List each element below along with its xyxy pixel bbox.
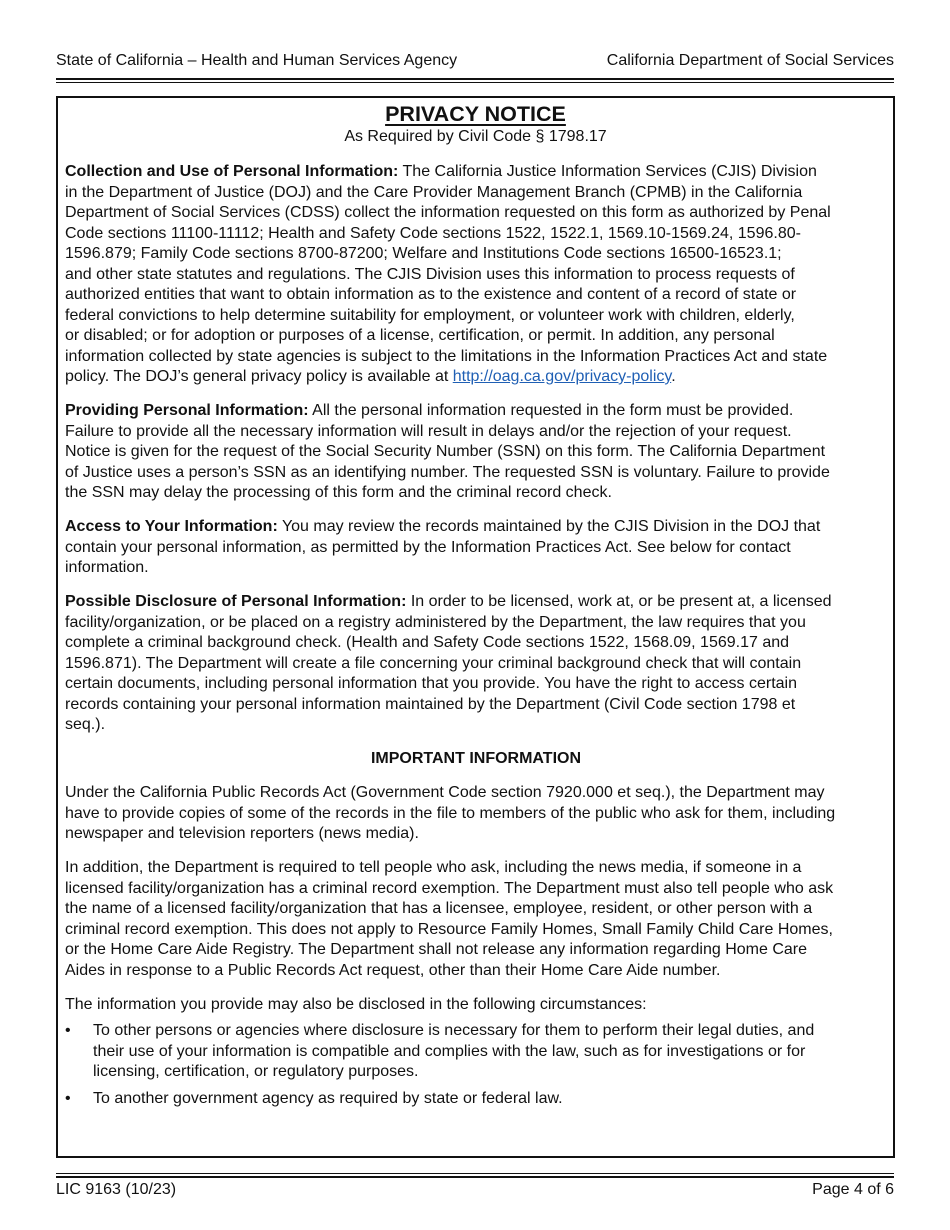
header-divider-thin [56,82,894,83]
header-department: California Department of Social Services [606,52,894,69]
section-text: In order to be licensed, work at, or be present at, a licensed facility/organization, or be placed on a registry administered by the Department, the law requires that you complete a criminal background check. (Health and Safety Code sections 1522, 1568.09, 1569.17 and 1596.871). The Department will create a file concerning your criminal background check that will contain certain documents, including personal information that you provide. You have the right to access certain records containing your personal information maintained by the Department (Civil Code section 1798 et seq.). [65,593,832,733]
bullet-icon: • [65,1022,71,1039]
section-providing [65,401,887,504]
section-text: You may review the records maintained by the CJIS Division in the DOJ that contain your personal information, as permitted by the Information Practices Act. See below for contact information. [65,518,821,576]
privacy-notice-box [56,96,895,1158]
page-title [58,102,893,127]
page-footer [56,1181,894,1199]
page-header [56,52,894,70]
footer-divider [56,1176,894,1178]
list-item [65,1021,887,1083]
important-paragraph: The information you provide may also be disclosed in the following circumstances: [65,995,647,1013]
section-heading: Possible Disclosure of Personal Information: [65,593,407,610]
section-heading: Providing Personal Information: [65,402,309,419]
section-access [65,517,887,579]
notice-content [65,162,887,1115]
form-id: LIC 9163 (10/23) [56,1181,177,1198]
section-collection [65,162,887,388]
section-disclosure [65,592,887,736]
privacy-policy-link[interactable]: http://oag.ca.gov/privacy-policy [452,368,672,385]
section-text-tail: . [671,368,676,385]
page-subtitle: As Required by Civil Code § 1798.17 [344,128,607,145]
list-item [65,1089,887,1110]
section-text: All the personal information requested in the form must be provided. Failure to provide all the necessary information will result in delays and/or the rejection of your request. Notice is given for the request of the Social Security Number (SSN) on this form. The California Department of Justice uses a person’s SSN as an identifying number. The requested SSN is voluntary. Failure to provide the SSN may delay the processing of this form and the criminal record check. [65,402,830,501]
title-text: PRIVACY NOTICE [385,102,566,126]
list-item-text: To another government agency as required by state or federal law. [93,1089,563,1107]
header-divider [56,78,894,80]
bullet-icon: • [65,1089,71,1107]
section-text: The California Justice Information Services (CJIS) Division in the Department of Justice (DOJ) and the Care Provider Management Branch (CPMB) in the California Department of Social Services (CDSS) collect the information requested on this form as authorized by Penal Code sections 11100-11112; Health and Safety Code sections 1522, 1522.1, 1569.10-1569.24, 1596.80- 1596.879; Family Code sections 8700-87200; Welfare and Institutions Code sections 16500-16523.1; and other state statutes and regulations. The CJIS Division uses this information to process requests of authorized entities that want to obtain information as to the existence and content of a record of state or federal convictions to help determine suitability for employment, or volunteer work with children, elderly, or disabled; or for adoption or purposes of a license, certification, or permit. In addition, any personal information collected by state agencies is subject to the limitations in the Information Practices Act and state policy. The DOJ’s general privacy policy is available at [65,163,831,385]
important-paragraph: Under the California Public Records Act (Government Code section 7920.000 et seq.), the Department may have to provide copies of some of the records in the file to members of the public who ask for them, including newspaper and television reporters (news media). [65,784,836,842]
list-item-text: To other persons or agencies where disclosure is necessary for them to perform their legal duties, and their use of your information is compatible and complies with the law, such as for investigations or for licensing, certification, or regulatory purposes. [93,1022,815,1080]
important-heading: IMPORTANT INFORMATION [370,750,582,767]
section-heading: Collection and Use of Personal Information: [65,163,399,180]
page-number: Page 4 of 6 [812,1181,894,1198]
header-agency: State of California – Health and Human Services Agency [56,52,458,69]
footer-divider-thin [56,1173,894,1174]
important-paragraph: In addition, the Department is required to tell people who ask, including the news media, if someone in a licensed facility/organization has a criminal record exemption. The Department must also tell people who ask the name of a licensed facility/organization that has a licensee, employee, resident, or other person with a criminal record exemption. This does not apply to Resource Family Homes, Small Family Child Care Homes, or the Home Care Aide Registry. The Department shall not release any information regarding Home Care Aides in response to a Public Records Act request, other than their Home Care Aide number. [65,859,834,979]
section-heading: Access to Your Information: [65,518,278,535]
